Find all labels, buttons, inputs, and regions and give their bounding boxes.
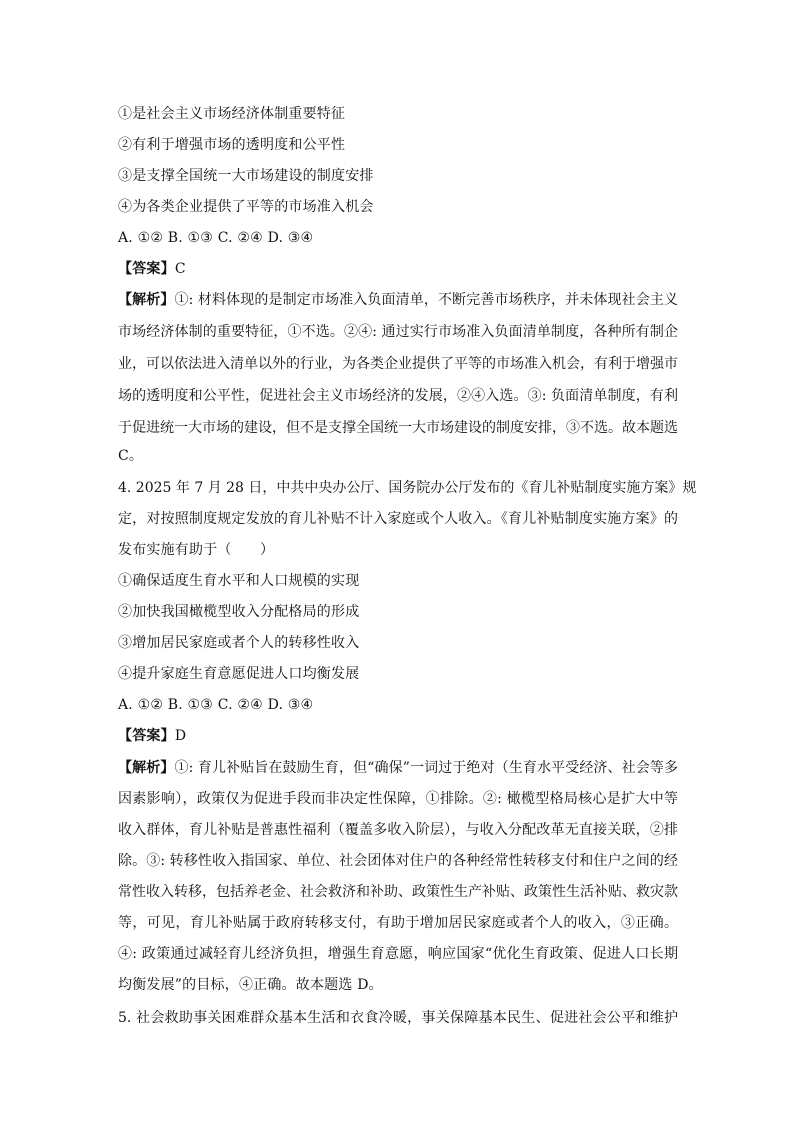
- q4-analysis-line: 等，可见，育儿补贴属于政府转移支付，有助于增加居民家庭或者个人的收入，③正确。: [118, 915, 678, 931]
- q4-choices: A. ①② B. ①③ C. ②④ D. ③④: [118, 697, 314, 713]
- q3-analysis-line: 于促进统一大市场的建设，但不是支撑全国统一大市场建设的制度安排，③不选。故本题选: [118, 420, 678, 436]
- q4-option-3: ③增加居民家庭或者个人的转移性收入: [118, 635, 360, 651]
- q4-stem-line: 发布实施有助于（ ）: [118, 542, 275, 558]
- q4-analysis-line: 除。③: 转移性收入指国家、单位、社会团体对住户的各种经常性转移支付和住户之间的经: [118, 853, 678, 869]
- q4-option-2: ②加快我国橄榄型收入分配格局的形成: [118, 604, 360, 620]
- q3-analysis-line: 业，可以依法进入清单以外的行业，为各类企业提供了平等的市场准入机会，有利于增强市: [118, 356, 678, 372]
- q3-option-2: ②有利于增强市场的透明度和公平性: [118, 137, 346, 153]
- q4-analysis-line: 因素影响），政策仅为促进手段而非决定性保障，①排除。②: 橄榄型格局核心是扩大中等: [118, 791, 678, 807]
- q3-option-4: ④为各类企业提供了平等的市场准入机会: [118, 199, 374, 215]
- answer-value: C: [174, 261, 186, 277]
- q3-option-1: ①是社会主义市场经济体制重要特征: [118, 106, 346, 122]
- q4-analysis-line: ④: 政策通过减轻育儿经济负担，增强生育意愿，响应国家“优化生育政策、促进人口长期: [118, 946, 678, 962]
- q5-stem-line: 5. 社会救助事关困难群众基本生活和衣食冷暖，事关保障基本民生、促进社会公平和维护: [118, 1010, 678, 1026]
- q3-analysis-line: C。: [118, 448, 144, 464]
- analysis-text: ①: 育儿补贴旨在鼓励生育，但“确保”一词过于绝对（生育水平受经济、社会等多: [174, 760, 678, 776]
- analysis-label: 【解析】: [118, 760, 175, 776]
- q3-analysis-line: 市场经济体制的重要特征，①不选。②④: 通过实行市场准入负面清单制度，各种所有制企: [118, 324, 678, 340]
- q4-analysis-line: [118, 758, 678, 778]
- q4-analysis-line: 收入群体，育儿补贴是普惠性福利（覆盖多收入阶层），与收入分配改革无直接关联，②排: [118, 822, 678, 838]
- q3-analysis-line: [118, 290, 678, 310]
- analysis-text: ①: 材料体现的是制定市场准入负面清单，不断完善市场秩序，并未体现社会主义: [174, 292, 678, 308]
- answer-value: D: [174, 728, 187, 744]
- answer-label: 【答案】: [118, 261, 175, 277]
- q4-option-4: ④提升家庭生育意愿促进人口均衡发展: [118, 666, 360, 682]
- q4-analysis-line: 常性收入转移，包括养老金、社会救济和补助、政策性生产补贴、政策性生活补贴、救灾款: [118, 884, 678, 900]
- analysis-label: 【解析】: [118, 292, 175, 308]
- q4-option-1: ①确保适度生育水平和人口规模的实现: [118, 573, 360, 589]
- q3-option-3: ③是支撑全国统一大市场建设的制度安排: [118, 168, 374, 184]
- answer-label: 【答案】: [118, 728, 175, 744]
- q3-analysis-line: 场的透明度和公平性，促进社会主义市场经济的发展，②④入选。③: 负面清单制度，有利: [118, 388, 678, 404]
- q3-answer: [118, 259, 186, 279]
- q4-stem-line: 定，对按照制度规定发放的育儿补贴不计入家庭或个人收入。《育儿补贴制度实施方案》的: [118, 511, 678, 527]
- q3-choices: A. ①② B. ①③ C. ②④ D. ③④: [118, 230, 314, 246]
- q4-analysis-line: 均衡发展”的目标，④正确。故本题选 D。: [118, 977, 383, 993]
- q4-stem-line: 4. 2025 年 7 月 28 日，中共中央办公厅、国务院办公厅发布的《育儿补贴制度实施方案》规: [118, 480, 697, 496]
- q4-answer: [118, 726, 186, 746]
